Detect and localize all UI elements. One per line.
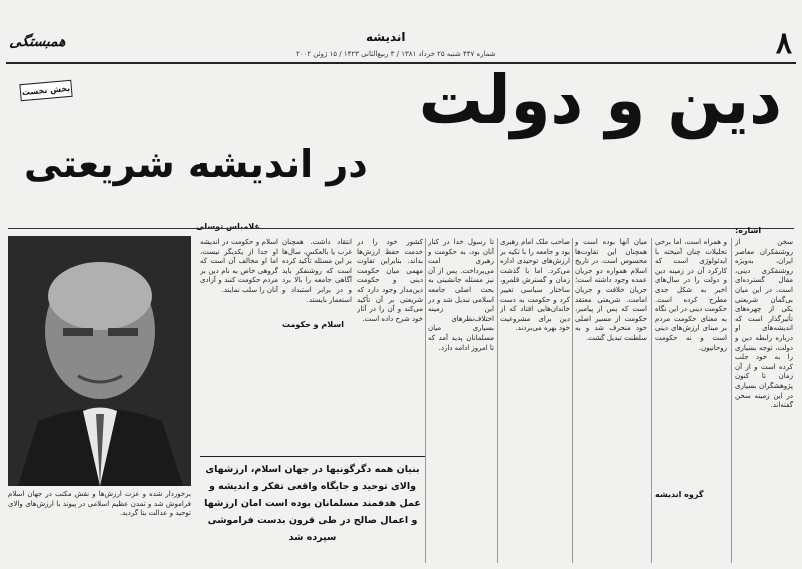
pull-quote: بنیان همه دگرگونیها در جهان اسلام، ارزشهای والای توحید و جایگاه واقعی تفکر و اندیشه و عمل هدفمند مسلمانان بوده است امان ارزشها و اعمال صالح در طی قرون بدست فراموشی سپرده شد [200, 456, 425, 569]
text-column: سخن از روشنفکران معاصر ایران، به‌ویژه روشنفکری دینی، مقال گسترده‌ای است. در این میان بی‌گمان شریعتی یکی از چهره‌های تأثیرگذار است که اندیشه‌های او درباره رابطه دین و دولت، توجه بسیاری را به خود جلب کرده است و از آن زمان تا کنون پژوهشگران بسیاری در این زمینه سخن گفته‌اند. [735, 238, 793, 410]
rise-subhead: اسلام و حکومت [282, 320, 344, 329]
section-name: اندیشه [366, 30, 406, 44]
column-divider [572, 238, 573, 563]
clergy-subhead: گروه اندیشه [655, 490, 704, 499]
portrait-image [8, 236, 191, 486]
series-tag: بخش نخست [19, 80, 72, 101]
text-column: تا رسول خدا در کنار آنان بود، به حکومت و رهبری امت می‌پرداخت. پس از آن نیز مسئله جانشینی به بحث اصلی جامعه اسلامی تبدیل شد و در این زمینه اختلاف‌نظرهای بسیاری میان مسلمانان پدید آمد که تا امروز ادامه دارد. [428, 238, 494, 352]
page-number: ۸ [775, 26, 792, 61]
issue-line: شماره ۴۴۷ شنبه ۲۵ خرداد ۱۳۸۱ / ۳ ربیع‌الثانی ۱۴۲۳ / ۱۵ ژوئن ۲۰۰۲ [296, 50, 496, 58]
intro-subhead: اشاره: [735, 226, 762, 235]
text-column: اسلام و حکومت در اندیشه او جدا از یکدیگر نیست، اما او مخالف آن است که گروهی خاص به نام دین بر مردم حکومت کنند و آزادی آنان را سلب نمایند. [200, 238, 278, 294]
article-title: دین و دولت [418, 62, 782, 140]
column-divider [497, 238, 498, 563]
page-header [6, 28, 796, 64]
text-column: کشور خود را در خدمت حفظ ارزش‌ها بداند. بنابراین تفاوت مهمی میان حکومت دینی و حکومت دین‌مدار وجود دارد که شریعتی بر آن تأکید می‌کند و آن را در آثار خود شرح داده است. [357, 238, 423, 323]
headline-rule [8, 228, 794, 229]
author-portrait [8, 236, 191, 486]
text-column: میان آنها بوده است و همچنان این تفاوت‌ها محسوس است. در تاریخ اسلام همواره دو جریان عمده وجود داشته است؛ جریان خلافت و جریان امامت. شریعتی معتقد است که پس از پیامبر، حکومت از مسیر اصلی خود منحرف شد و به سلطنت تبدیل گشت. [575, 238, 647, 342]
text-column: و همراه است، اما برخی تحلیلات چنان آمیخته با ایدئولوژی است که کارکرد آن در زمینه دین و دولت را در سال‌های اخیر به شکل جدی مطرح کرده است. حکومت دینی در این نگاه به معنای حکومت مردم بر مبنای ارزش‌های دینی است و نه حکومت روحانیون. [655, 238, 727, 352]
column-divider [731, 238, 732, 563]
byline: غلامباس توسلی [196, 222, 260, 231]
text-column: صاحب ملک امام رهبری بود و جامعه را با تکیه بر ارزش‌های توحیدی اداره می‌کرد. اما با گذشت زمان و گسترش قلمرو، ساختار سیاسی تغییر کرد و حکومت به دست خاندان‌هایی افتاد که از دین برای مشروعیت خود بهره می‌بردند. [500, 238, 570, 333]
column-divider [651, 238, 652, 563]
newspaper-logo: همبستگی [8, 34, 68, 50]
text-column: برخوردار شده و عزت ارزش‌ها و نقش مکتب در جهان اسلام فراموش شد و تمدن عظیم اسلامی در پیوند با ارزش‌های والای توحید و عدالت بنا گردید. [8, 490, 191, 518]
article-subtitle: در اندیشه شریعتی [24, 142, 368, 186]
text-column: انتقاد داشت. همچنان غرب یا بالعکس، سال‌ها بر این مسئله تأکید کرده است که روشنفکر باید آگاهی جامعه را بالا برد و در برابر استبداد و استعمار بایستد. [282, 238, 352, 304]
column-divider [425, 238, 426, 563]
